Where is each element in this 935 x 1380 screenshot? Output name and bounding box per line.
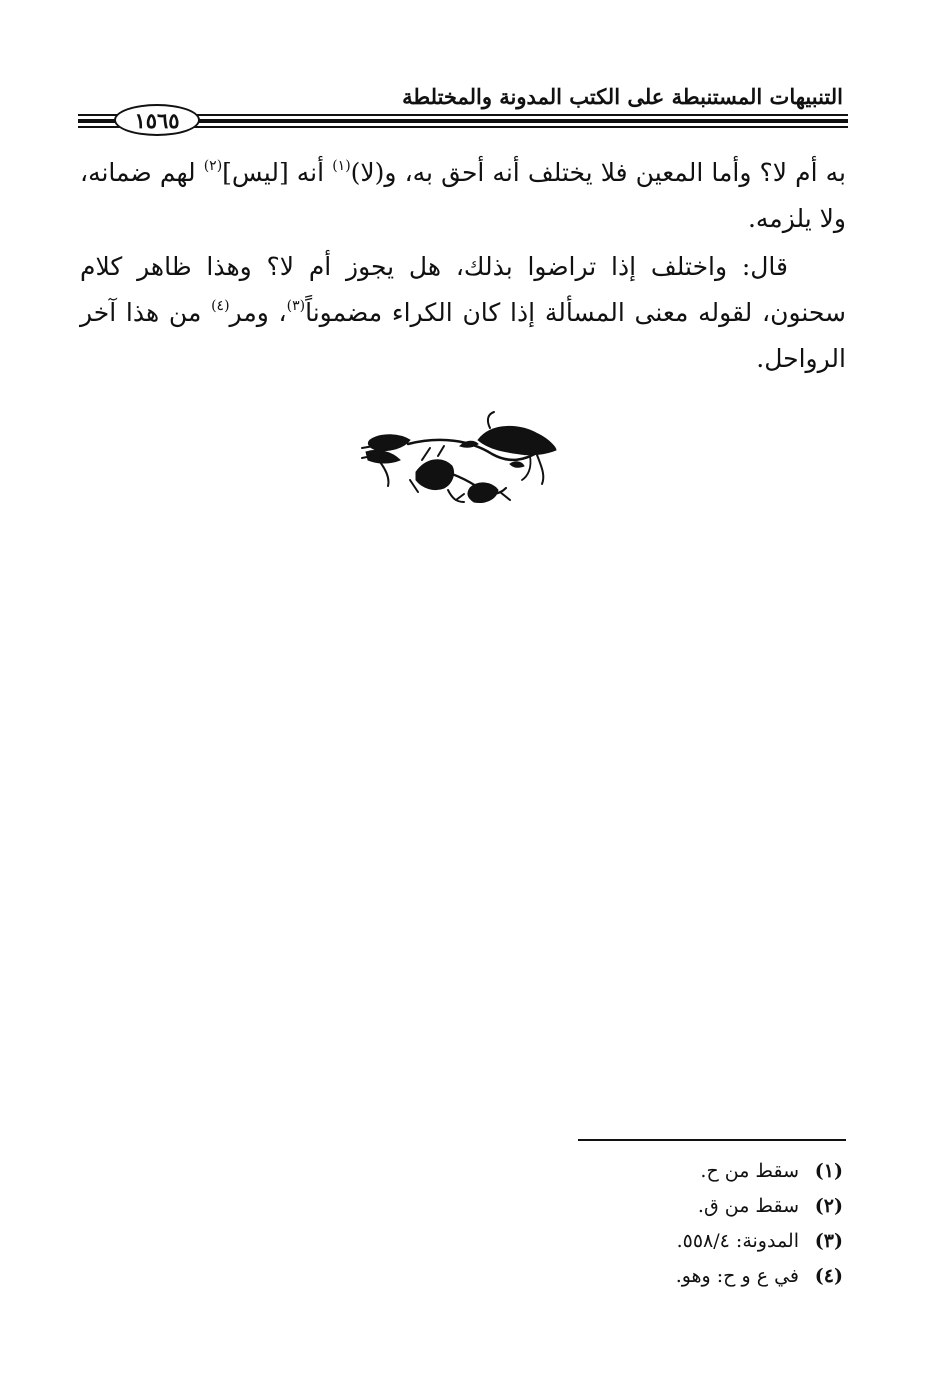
text-run: لهم ضمانه، ولا يلزمه. <box>80 158 846 233</box>
footnote-marker[interactable]: (١) <box>332 158 351 174</box>
running-header-title: التنبيهات المستنبطة على الكتب المدونة والمختلطة <box>402 84 843 109</box>
footnote-item <box>676 1189 843 1224</box>
footnote-text: المدونة: ٥٥٨/٤. <box>676 1230 799 1252</box>
paragraph <box>80 244 846 382</box>
page-number: ١٥٦٥ <box>114 104 200 136</box>
floral-ornament-icon <box>360 410 565 510</box>
text-run: ، ومر <box>229 298 287 327</box>
footnote-item <box>676 1154 843 1189</box>
paragraph <box>80 150 846 242</box>
main-text <box>80 150 846 384</box>
header-rule <box>78 107 848 133</box>
footnotes <box>676 1154 843 1294</box>
footnote-text: في ع و ح: وهو. <box>675 1265 799 1287</box>
text-run: من هذا آخر الرواحل. <box>80 298 846 373</box>
footnote-number: (١) <box>814 1160 843 1182</box>
footnote-text: سقط من ق. <box>697 1195 799 1217</box>
footnote-number: (٣) <box>814 1230 843 1252</box>
footnote-marker[interactable]: (٣) <box>286 298 306 314</box>
footnote-number: (٢) <box>814 1195 843 1217</box>
footnote-text: سقط من ح. <box>700 1160 799 1182</box>
footnote-separator <box>578 1139 846 1141</box>
footnote-marker[interactable]: (٤) <box>211 298 230 314</box>
text-run: أنه [ليس] <box>222 158 333 187</box>
text-run: به أم لا؟ وأما المعين فلا يختلف أنه أحق به، و(لا) <box>350 158 846 187</box>
text-run: قال: واختلف إذا تراضوا بذلك، هل يجوز أم لا؟ وهذا ظاهر كلام سحنون، لقوله معنى المسألة إذا كان الكراء مضموناً <box>80 252 846 327</box>
footnote-marker[interactable]: (٢) <box>203 158 223 174</box>
footnote-item <box>676 1259 843 1294</box>
footnote-number: (٤) <box>814 1265 843 1287</box>
footnote-item <box>676 1224 843 1259</box>
